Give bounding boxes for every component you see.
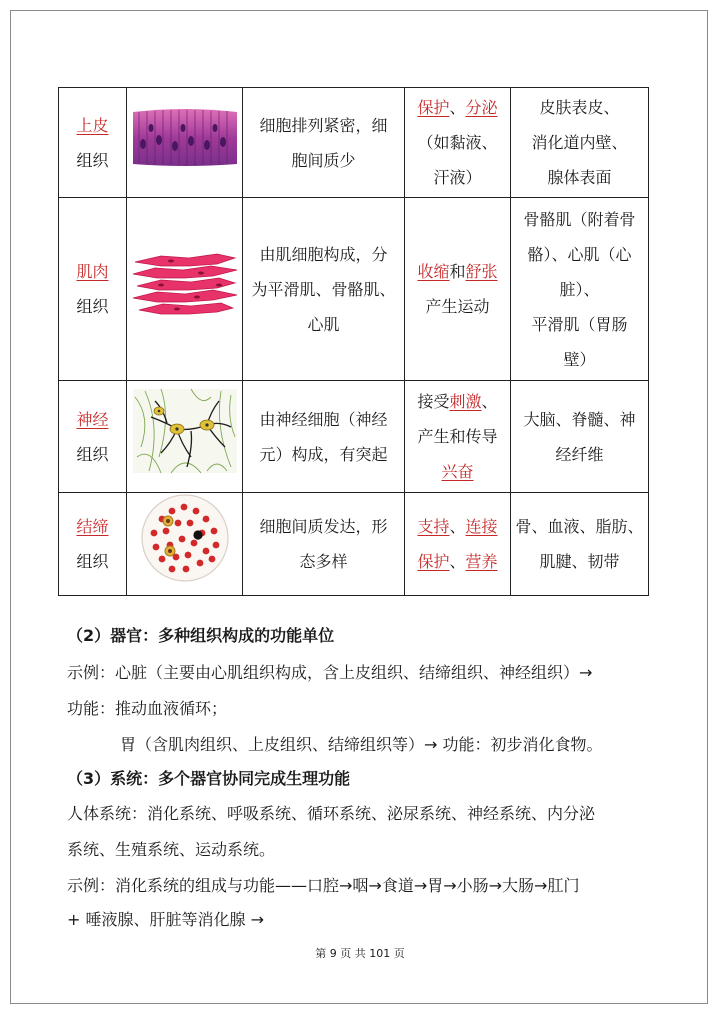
distribution-line: 骼）、心肌（心: [527, 244, 632, 264]
function-keyword: 收缩: [417, 262, 450, 281]
distribution-cell: [511, 88, 649, 198]
distribution-cell: [511, 493, 649, 596]
function-keyword: 保护: [417, 98, 450, 117]
epithelial-tissue-image: [131, 106, 239, 168]
tissue-name-line: 结缔: [76, 517, 109, 536]
tissue-name-line: 组织: [76, 444, 109, 464]
structure-line: 细胞间质发达，形: [259, 517, 388, 536]
tissue-name-line: 神经: [76, 409, 109, 429]
distribution-line: 经纤维: [555, 444, 604, 464]
structure-line: 由肌细胞构成，分: [259, 244, 388, 264]
distribution-line: 脏）、: [559, 279, 600, 299]
paragraph-line: 系统、生殖系统、运动系统。: [67, 840, 276, 859]
structure-line: 为平滑肌、骨骼肌、: [251, 279, 396, 299]
distribution-line: 平滑肌（胃肠: [531, 314, 628, 334]
function-text: 汗液）: [433, 168, 482, 187]
function-line: [405, 289, 510, 324]
distribution-line: 肌腱、韧带: [539, 552, 620, 571]
tissue-name-line: 组织: [76, 297, 109, 316]
function-keyword: 兴奋: [441, 462, 474, 481]
tissue-name-cell: [59, 88, 127, 198]
function-keyword: 刺激: [449, 392, 482, 411]
function-text: （如黏液、: [417, 133, 498, 152]
tissue-name-cell: [59, 381, 127, 493]
tissue-name-cell: [59, 493, 127, 596]
function-line: [405, 509, 510, 544]
function-line: [405, 90, 510, 125]
paragraph-line: 功能：推动血液循环；: [67, 699, 228, 718]
function-text: 产生和传导: [417, 427, 498, 446]
function-line: [405, 254, 510, 289]
structure-cell: [243, 88, 405, 198]
tissue-name-line: 上皮: [76, 115, 109, 135]
function-line: [405, 454, 510, 489]
function-keyword: 分泌: [465, 98, 498, 117]
structure-line: 心肌: [307, 314, 340, 334]
function-text: 、: [449, 552, 466, 571]
tissue-image-cell: [127, 493, 243, 596]
structure-line: 细胞排列紧密，细: [259, 115, 388, 135]
function-keyword: 舒张: [465, 262, 498, 281]
tissue-table: [58, 87, 649, 596]
distribution-line: 壁）: [563, 349, 596, 369]
function-line: [405, 125, 510, 160]
function-keyword: 支持: [417, 517, 450, 536]
function-keyword: 营养: [465, 552, 498, 571]
function-line: [405, 544, 510, 579]
function-text: 和: [449, 262, 466, 281]
tissue-image-cell: [127, 198, 243, 381]
connective-tissue-image: [140, 493, 230, 583]
tissue-image-cell: [127, 381, 243, 493]
tissue-name-line: 肌肉: [76, 262, 109, 281]
paragraph-line: + 唾液腺、肝脏等消化腺 →: [67, 910, 264, 929]
distribution-line: 腺体表面: [547, 168, 612, 187]
section-heading-system: （3）系统：多个器官协同完成生理功能: [67, 769, 351, 788]
structure-line: 由神经细胞（神经: [259, 409, 388, 429]
function-line: [405, 419, 510, 454]
distribution-line: 骨、血液、脂肪、: [515, 517, 644, 536]
function-line: [405, 160, 510, 195]
function-text: 、: [481, 392, 498, 411]
function-text: 接受: [417, 392, 450, 411]
function-text: 产生运动: [425, 297, 490, 316]
function-keyword: 保护: [417, 552, 450, 571]
page-footer: 第 9 页 共 101 页: [315, 947, 405, 960]
table-row: [59, 198, 649, 381]
function-line: [405, 384, 510, 419]
structure-line: 态多样: [299, 552, 348, 571]
muscle-tissue-image: [131, 248, 239, 318]
function-cell: [405, 381, 511, 493]
function-cell: [405, 88, 511, 198]
function-keyword: 连接: [465, 517, 498, 536]
tissue-name-cell: [59, 198, 127, 381]
table-row: [59, 88, 649, 198]
structure-cell: [243, 381, 405, 493]
tissue-name-line: 组织: [76, 150, 109, 170]
tissue-name-line: 组织: [76, 552, 109, 571]
structure-cell: [243, 493, 405, 596]
distribution-cell: [511, 198, 649, 381]
structure-cell: [243, 198, 405, 381]
distribution-line: 骨骼肌（附着骨: [523, 209, 636, 229]
distribution-cell: [511, 381, 649, 493]
paragraph-line: 人体系统：消化系统、呼吸系统、循环系统、泌尿系统、神经系统、内分泌: [67, 804, 596, 823]
function-cell: [405, 198, 511, 381]
distribution-line: 皮肤表皮、: [539, 98, 620, 117]
structure-line: 胞间质少: [291, 150, 356, 170]
paragraph-line: 胃（含肌肉组织、上皮组织、结缔组织等）→ 功能：初步消化食物。: [120, 735, 603, 754]
function-text: 、: [449, 98, 466, 117]
table-row: [59, 381, 649, 493]
nerve-tissue-image: [131, 387, 239, 475]
tissue-image-cell: [127, 88, 243, 198]
distribution-line: 消化道内壁、: [531, 133, 628, 152]
table-row: [59, 493, 649, 596]
section-heading-organ: （2）器官：多种组织构成的功能单位: [67, 626, 335, 645]
function-cell: [405, 493, 511, 596]
function-text: 、: [449, 517, 466, 536]
paragraph-line: 示例：消化系统的组成与功能——口腔→咽→食道→胃→小肠→大肠→肛门: [67, 876, 580, 895]
paragraph-line: 示例：心脏（主要由心肌组织构成，含上皮组织、结缔组织、神经组织）→: [67, 663, 593, 682]
distribution-line: 大脑、脊髓、神: [523, 409, 636, 429]
structure-line: 元）构成，有突起: [259, 444, 388, 464]
